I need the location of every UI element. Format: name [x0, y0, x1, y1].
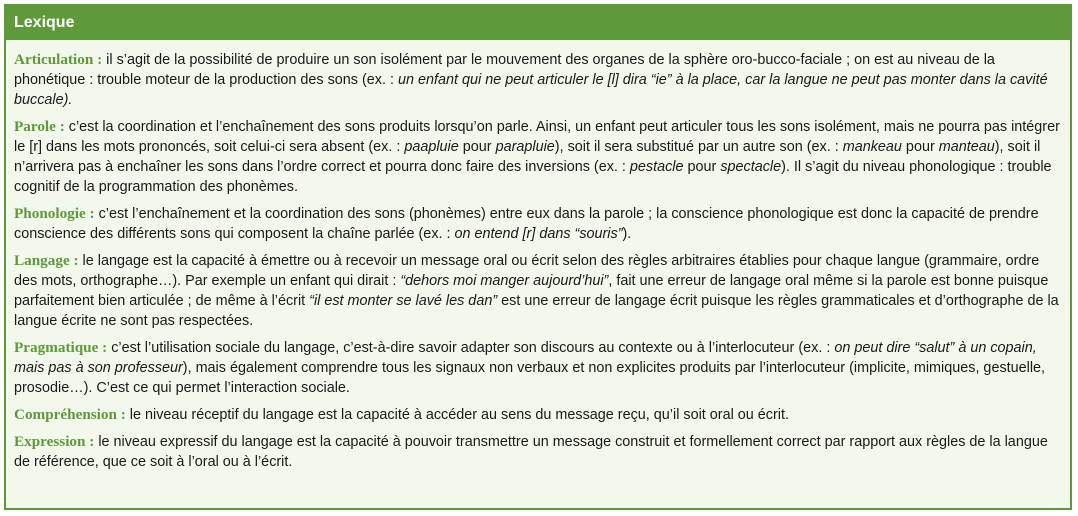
- definition-text: le langage est la capacité à émettre ou à recevoir un message oral ou écrit selon des règles arbitraires établies pour chaque langue (grammaire, ordre des mots, orthographe…). Par exemple un enfant qui dirait :: [14, 253, 1040, 289]
- definition-example: on peut dire “salut” à un copain, mais pas à son professeur: [14, 340, 1037, 376]
- definition-example: “il est monter se lavé les dan”: [309, 293, 498, 309]
- entry-phonologie: [14, 204, 1062, 244]
- definition-text: le niveau réceptif du langage est la capacité à accéder au sens du message reçu, qu’il soit oral ou écrit.: [125, 407, 789, 423]
- lexique-box: [4, 4, 1072, 510]
- definition-text: c’est l’enchaînement et la coordination des sons (phonèmes) entre eux dans la parole ; la conscience phonologique est donc la capacité de prendre conscience des différents sons qui composent la chaîne parlée (ex. :: [14, 206, 1039, 242]
- definition-text: est une erreur de langage écrit puisque les règles grammaticales et d’orthographe de la langue écrite ne sont pas respectées.: [14, 293, 1059, 329]
- definition-example: spectacle: [720, 159, 782, 175]
- definition-example: paapluie: [404, 139, 459, 155]
- definition-example: un enfant qui ne peut articuler le [l] dira “ie” à la place, car la langue ne peut pas monter dans la cavité buccale).: [14, 72, 1048, 108]
- definition-example: on entend [r] dans “souris”: [454, 226, 623, 242]
- lexique-header: [6, 6, 1070, 40]
- entry-langage: [14, 251, 1062, 331]
- entry-expression: [14, 432, 1062, 472]
- definition-example: “dehors moi manger aujourd’hui”: [400, 273, 609, 289]
- definition-text: il s’agit de la possibilité de produire un son isolément par le mouvement des organes de la sphère oro-bucco-faciale ; on est au niveau de la phonétique : trouble moteur de la production des sons (ex. :: [14, 52, 995, 88]
- term: Articulation :: [14, 51, 103, 68]
- definition-example: parapluie: [495, 139, 555, 155]
- definition-text: c’est l’utilisation sociale du langage, c’est-à-dire savoir adapter son discours au contexte ou à l’interlocuteur (ex. :: [107, 340, 835, 356]
- definition-text: , fait une erreur de langage oral même si la parole est bonne puisque parfaitement bien articulée ; de même à l’écrit: [14, 273, 1049, 309]
- definition-example: manteau: [938, 139, 995, 155]
- definition-text: ), soit il n’arrivera pas à enchaîner les sons dans l’ordre correct et pourra donc faire des inversions (ex. :: [14, 139, 1041, 175]
- definition-text: pour: [458, 139, 496, 155]
- definition-text: ), soit il sera substitué par un autre son (ex. :: [554, 139, 843, 155]
- definition-text: pour: [901, 139, 939, 155]
- entry-articulation: [14, 50, 1062, 110]
- term: Expression :: [14, 433, 95, 450]
- definition-text: le niveau expressif du langage est la capacité à pouvoir transmettre un message construit et formellement correct par rapport aux règles de la langue de référence, que ce soit à l’oral ou à l’écrit.: [14, 434, 1048, 470]
- term: Phonologie :: [14, 205, 95, 222]
- definition-text: pour: [683, 159, 721, 175]
- entry-parole: [14, 117, 1062, 197]
- entry-comprehension: [14, 405, 1062, 425]
- term: Pragmatique :: [14, 339, 108, 356]
- definition-text: ). Il s’agit du niveau phonologique : trouble cognitif de la programmation des phonèmes.: [14, 159, 1052, 195]
- term: Langage :: [14, 252, 79, 269]
- lexique-title: Lexique: [14, 14, 75, 31]
- definition-text: ), mais également comprendre tous les signaux non verbaux et non explicites produits par l’interlocuteur (implicite, mimiques, gestuelle, prosodie…). C’est ce qui permet l’interaction sociale.: [14, 360, 1046, 396]
- entry-pragmatique: [14, 338, 1062, 398]
- term: Compréhension :: [14, 406, 126, 423]
- definition-example: mankeau: [842, 139, 902, 155]
- definition-text: c’est la coordination et l’enchaînement des sons produits lorsqu’on parle. Ainsi, un enfant peut articuler tous les sons isolément, mais ne pourra pas intégrer le [r] dans les mots prononcés, soit celui-ci sera absent (ex. :: [14, 119, 1060, 155]
- definition-example: pestacle: [629, 159, 684, 175]
- definition-text: ).: [622, 226, 632, 242]
- lexique-content: [14, 50, 1062, 479]
- term: Parole :: [14, 118, 65, 135]
